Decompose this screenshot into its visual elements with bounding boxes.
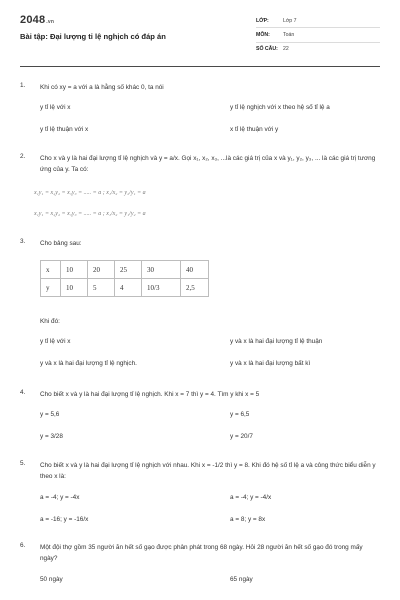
question-text: Khi có xy = a với a là hằng số khác 0, ta nói: [40, 84, 164, 91]
table-row: [41, 279, 209, 297]
option-a[interactable]: a = -4; y = -4x: [40, 494, 80, 501]
meta-label: LỚP:: [256, 17, 269, 24]
table-cell: 10/3: [142, 279, 181, 297]
option-d[interactable]: y và x là hai đại lượng bất kì: [230, 360, 311, 367]
question-number: 1.: [20, 82, 26, 89]
option-a[interactable]: y tỉ lệ với x: [40, 104, 71, 111]
table-cell: 4: [115, 279, 142, 297]
value-table: [40, 260, 209, 297]
formula-option-a[interactable]: x₁y₁ = x₂y₂ = x₃y₃ = ..... = a ; x₁/x₂ = y₂/y₁ = a: [34, 190, 146, 196]
table-cell: 10: [61, 261, 88, 279]
option-d[interactable]: x tỉ lệ thuận với y: [230, 126, 279, 133]
header-divider: [20, 66, 380, 67]
question-text: Cho bảng sau:: [40, 240, 82, 247]
site-logo[interactable]: [20, 14, 54, 26]
meta-row-count: [256, 43, 380, 56]
meta-row-class: [256, 14, 380, 28]
option-c[interactable]: y và x là hai đại lượng tỉ lệ nghịch.: [40, 360, 137, 367]
option-b[interactable]: y và x là hai đại lượng tỉ lệ thuận: [230, 338, 323, 345]
question-text: Cho x và y là hai đại lượng tỉ lệ nghịch và y = a/x. Gọi x₁, x₂, x₃, ...là các giá trị của x và y₁, y₂, y₃, ... là các giá trị tương ứng của y. Ta có:: [40, 155, 376, 173]
question-number: 6.: [20, 542, 26, 549]
question-number: 2.: [20, 153, 26, 160]
option-b[interactable]: y = 6,5: [230, 411, 250, 418]
question-text: Cho biết x và y là hai đại lượng tỉ lệ nghịch. Khi x = 7 thì y = 4. Tìm y khi x = 5: [40, 391, 260, 398]
option-d[interactable]: a = 8; y = 8x: [230, 516, 266, 523]
logo-text: 2048: [20, 14, 46, 26]
meta-table: [256, 14, 380, 56]
meta-value: Lớp 7: [283, 17, 297, 24]
option-c[interactable]: y tỉ lệ thuận với x: [40, 126, 89, 133]
table-cell: 2,5: [181, 279, 209, 297]
page-title: Bài tập: Đại lượng tỉ lệ nghịch có đáp án: [20, 32, 166, 41]
table-cell: 10: [61, 279, 88, 297]
option-a[interactable]: 50 ngày: [40, 576, 63, 583]
table-cell: y: [41, 279, 61, 297]
question-number: 3.: [20, 238, 26, 245]
option-b[interactable]: y tỉ lệ nghịch với x theo hệ số tỉ lệ a: [230, 104, 330, 111]
table-cell: 20: [88, 261, 115, 279]
option-a[interactable]: y = 5,6: [40, 411, 60, 418]
meta-value: 22: [283, 46, 289, 53]
table-row: [41, 261, 209, 279]
formula-option-b[interactable]: x₁y₁ = x₂y₂ = x₃y₃ = ..... = a ; x₁/x₂ = y₁/y₂ = a: [34, 211, 146, 217]
meta-label: SỐ CÂU:: [256, 46, 278, 53]
option-b[interactable]: a = -4; y = -4/x: [230, 494, 272, 501]
question-text: Một đội thợ gồm 35 người ăn hết số gạo được phân phát trong 68 ngày. Hỏi 28 người ăn hết số gạo đó trong mấy ngày?: [40, 544, 363, 562]
table-cell: 30: [142, 261, 181, 279]
meta-label: MÔN:: [256, 32, 270, 39]
question-number: 4.: [20, 389, 26, 396]
meta-value: Toán: [283, 32, 295, 39]
option-c[interactable]: y = 3/28: [40, 433, 63, 440]
option-a[interactable]: y tỉ lệ với x: [40, 338, 71, 345]
question-note: Khi đó:: [40, 318, 60, 325]
question-text: Cho biết x và y là hai đại lượng tỉ lệ nghịch với nhau. Khi x = -1/2 thì y = 8. Khi đó hệ số tỉ lệ a và công thức biểu diễn y theo x là:: [40, 462, 376, 480]
table-cell: x: [41, 261, 61, 279]
table-cell: 5: [88, 279, 115, 297]
option-c[interactable]: a = -16; y = -16/x: [40, 516, 89, 523]
table-cell: 25: [115, 261, 142, 279]
meta-row-subject: [256, 28, 380, 42]
option-d[interactable]: y = 20/7: [230, 433, 253, 440]
question-number: 5.: [20, 460, 26, 467]
table-cell: 40: [181, 261, 209, 279]
logo-suffix: .vn: [46, 19, 55, 25]
option-b[interactable]: 65 ngày: [230, 576, 253, 583]
